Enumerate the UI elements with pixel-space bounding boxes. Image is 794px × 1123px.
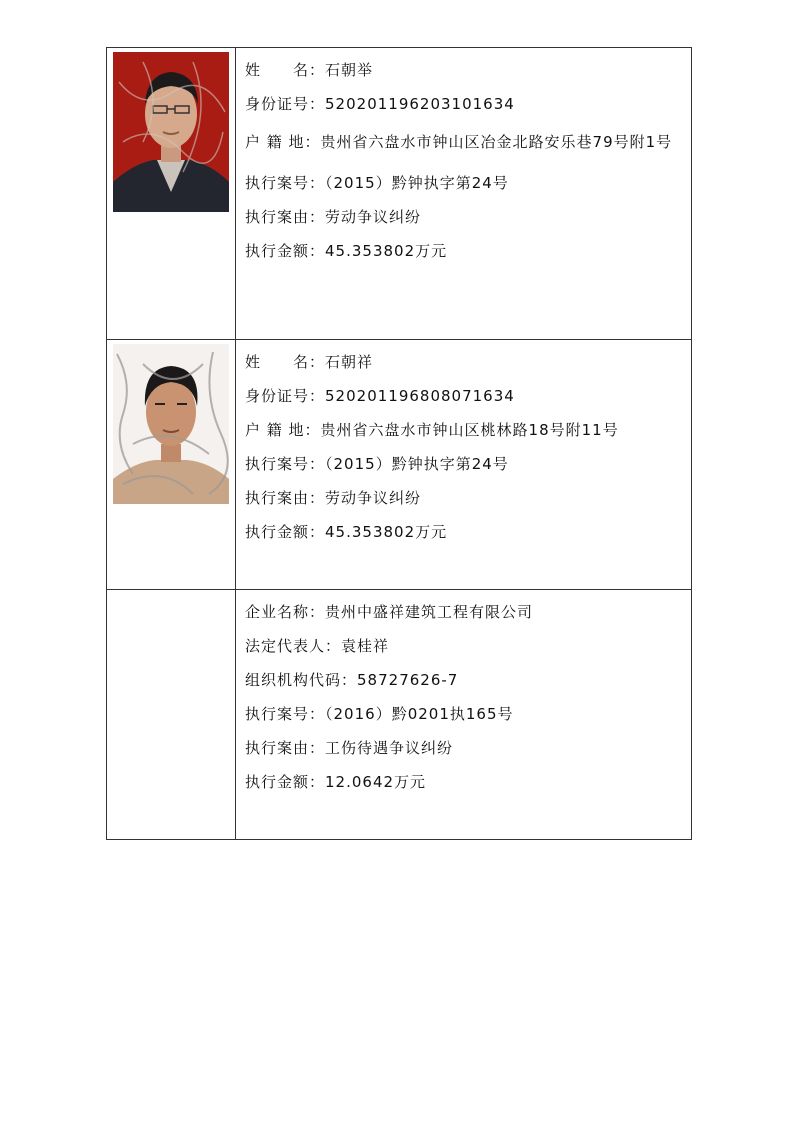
- record-row-2: [107, 340, 692, 590]
- info-cell-1: [236, 48, 692, 340]
- id-label: 身份证号：: [245, 95, 326, 113]
- amount-value: 45.353802万元: [325, 242, 448, 260]
- case-cause-value: 工伤待遇争议纠纷: [325, 739, 454, 757]
- case-number-line: [245, 454, 691, 474]
- case-number-value: （2015）黔钟执字第24号: [325, 174, 509, 192]
- portrait-photo-2: [113, 344, 229, 504]
- case-cause-label: 执行案由：: [245, 489, 326, 507]
- name-label: 姓 名：: [245, 61, 326, 79]
- case-number-line: [245, 704, 691, 724]
- name-label: 姓 名：: [245, 353, 326, 371]
- id-value: 520201196808071634: [325, 387, 515, 405]
- legal-rep-label: 法定代表人：: [245, 637, 342, 655]
- case-cause-line: [245, 488, 691, 508]
- org-code-value: 58727626-7: [357, 671, 459, 689]
- org-code-line: [245, 670, 691, 690]
- photo-cell-2: [107, 340, 236, 590]
- case-cause-line: [245, 207, 691, 227]
- case-number-line: [245, 173, 691, 193]
- legal-rep-value: 袁桂祥: [341, 637, 390, 655]
- address-label: 户 籍 地：: [245, 133, 321, 151]
- amount-line: [245, 241, 691, 261]
- legal-rep-line: [245, 636, 691, 656]
- defaulter-table: [106, 47, 692, 840]
- photo-cell-3: [107, 590, 236, 840]
- amount-value: 45.353802万元: [325, 523, 448, 541]
- org-code-label: 组织机构代码：: [245, 671, 358, 689]
- name-value: 石朝举: [325, 61, 374, 79]
- company-name-line: [245, 602, 691, 622]
- id-value: 520201196203101634: [325, 95, 515, 113]
- case-cause-label: 执行案由：: [245, 739, 326, 757]
- record-row-1: [107, 48, 692, 340]
- company-name-value: 贵州中盛祥建筑工程有限公司: [325, 603, 534, 621]
- name-line: [245, 60, 691, 80]
- case-cause-value: 劳动争议纠纷: [325, 208, 422, 226]
- info-cell-3: [236, 590, 692, 840]
- amount-line: [245, 522, 691, 542]
- amount-label: 执行金额：: [245, 773, 326, 791]
- address-line: [245, 121, 691, 163]
- photo-cell-1: [107, 48, 236, 340]
- amount-value: 12.0642万元: [325, 773, 427, 791]
- info-cell-2: [236, 340, 692, 590]
- case-number-value: （2015）黔钟执字第24号: [325, 455, 509, 473]
- case-cause-line: [245, 738, 691, 758]
- portrait-photo-1: [113, 52, 229, 212]
- name-line: [245, 352, 691, 372]
- amount-label: 执行金额：: [245, 523, 326, 541]
- address-label: 户 籍 地：: [245, 421, 321, 439]
- case-number-label: 执行案号：: [245, 174, 326, 192]
- address-value: 贵州省六盘水市钟山区桃林路18号附11号: [320, 421, 619, 439]
- case-number-label: 执行案号：: [245, 705, 326, 723]
- amount-label: 执行金额：: [245, 242, 326, 260]
- id-line: [245, 386, 691, 406]
- amount-line: [245, 772, 691, 792]
- address-line: [245, 420, 691, 440]
- id-label: 身份证号：: [245, 387, 326, 405]
- case-cause-value: 劳动争议纠纷: [325, 489, 422, 507]
- name-value: 石朝祥: [325, 353, 374, 371]
- id-line: [245, 94, 691, 114]
- record-row-3: [107, 590, 692, 840]
- case-number-label: 执行案号：: [245, 455, 326, 473]
- address-value: 贵州省六盘水市钟山区冶金北路安乐巷79号附1号: [320, 133, 673, 151]
- case-cause-label: 执行案由：: [245, 208, 326, 226]
- company-name-label: 企业名称：: [245, 603, 326, 621]
- case-number-value: （2016）黔0201执165号: [325, 705, 514, 723]
